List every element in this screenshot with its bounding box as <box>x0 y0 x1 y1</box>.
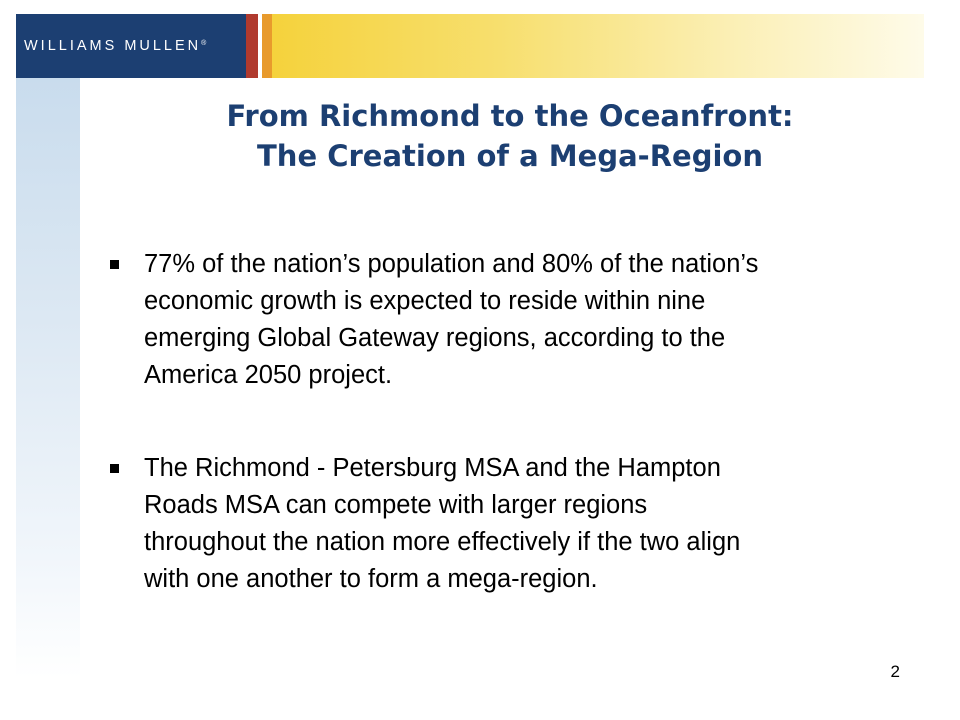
bullet-line: economic growth is expected to reside within nine <box>144 287 706 315</box>
slide-title-line-1: From Richmond to the Oceanfront: <box>226 99 794 133</box>
square-bullet-icon <box>110 464 119 473</box>
registered-mark: ® <box>201 40 207 47</box>
logo <box>16 14 246 78</box>
square-bullet-icon <box>110 260 119 269</box>
header-stripe-orange <box>262 14 272 78</box>
slide-title-line-2: The Creation of a Mega-Region <box>257 139 763 173</box>
bullet-line: emerging Global Gateway regions, according to the <box>144 324 726 352</box>
logo-text: WILLIAMS MULLEN® <box>24 38 207 54</box>
bullet-text <box>144 450 924 598</box>
bullet-line: 77% of the nation’s population and 80% of the nation’s <box>144 250 759 278</box>
bullet-line: Roads MSA can compete with larger regions <box>144 491 648 519</box>
bullet-line: throughout the nation more effectively if the two align <box>144 528 741 556</box>
slide-title <box>90 96 930 176</box>
left-gradient-bar <box>16 78 80 678</box>
bullet-line: with one another to form a mega-region. <box>144 565 598 593</box>
header-stripe-red <box>246 14 258 78</box>
bullet-line: America 2050 project. <box>144 361 393 389</box>
bullet-line: The Richmond - Petersburg MSA and the Hampton <box>144 454 721 482</box>
bullet-item <box>104 450 924 598</box>
bullet-list <box>104 246 924 598</box>
bullet-item <box>104 246 924 394</box>
header-stripe-yellow <box>272 14 924 78</box>
bullet-text <box>144 246 924 394</box>
page-number: 2 <box>890 662 900 681</box>
